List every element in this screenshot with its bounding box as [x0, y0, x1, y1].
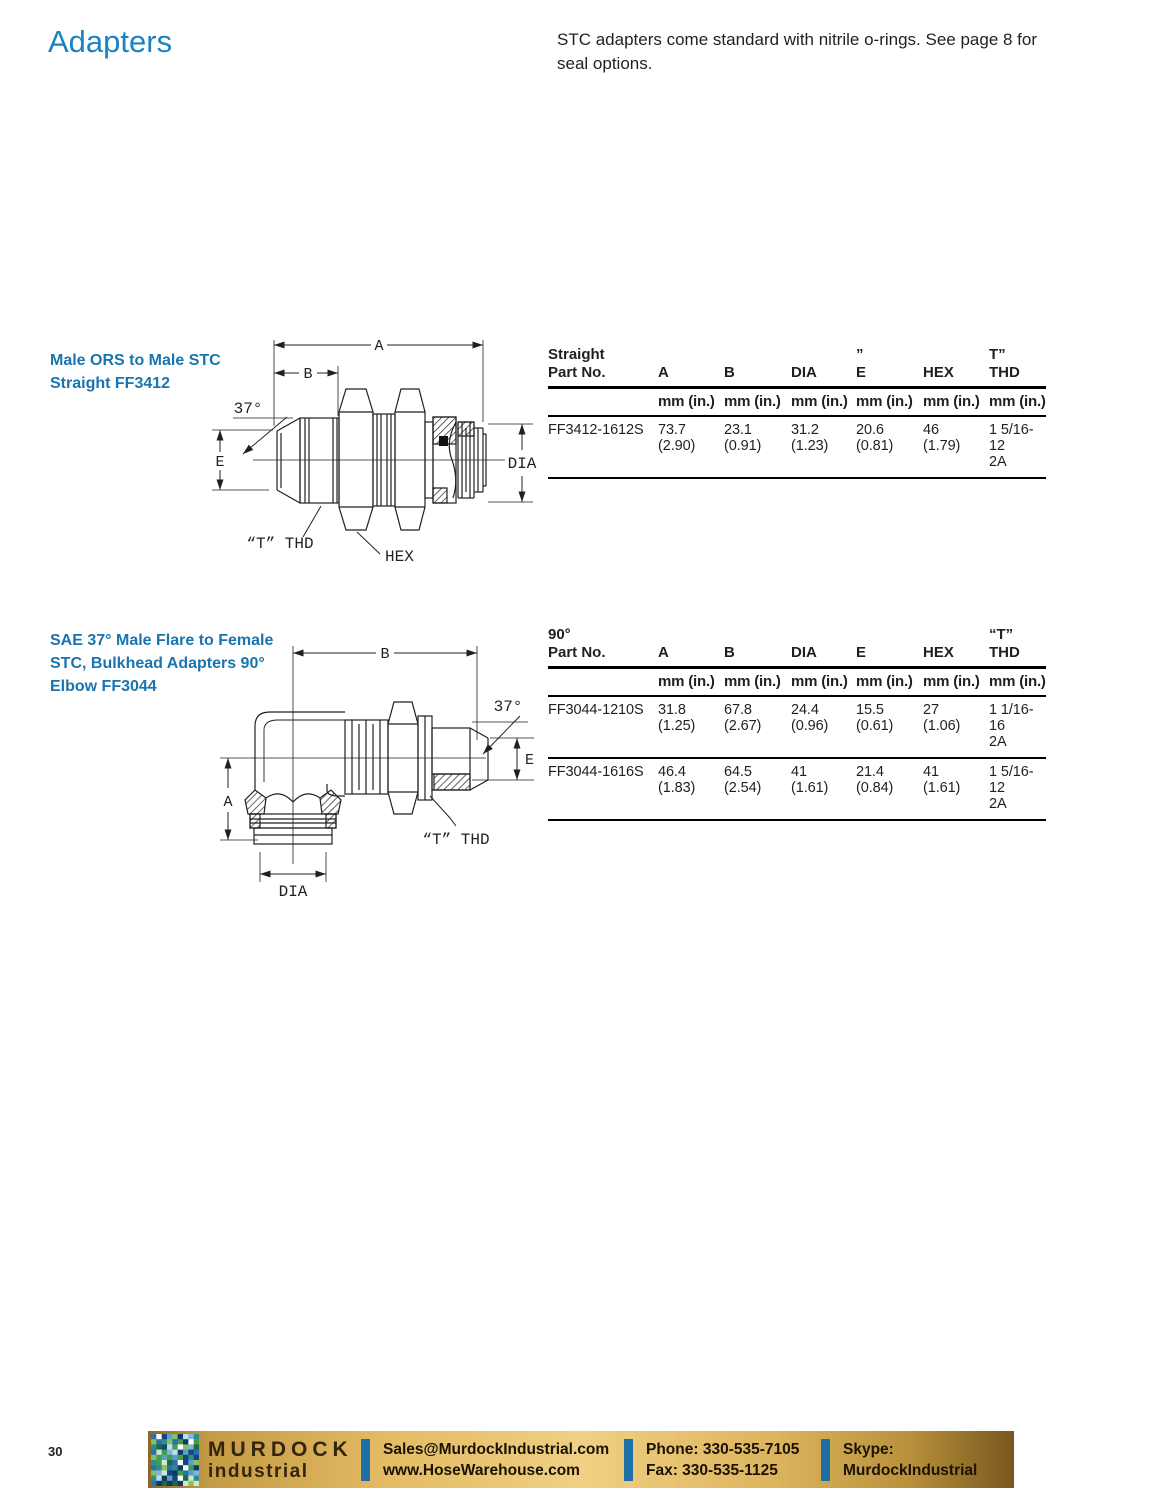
value-in: (0.91) — [724, 438, 762, 454]
value-mm: 73.7 — [658, 422, 686, 438]
contact-website: www.HoseWarehouse.com — [383, 1461, 580, 1479]
dimension-value — [724, 758, 791, 820]
dimension-value — [989, 758, 1046, 820]
col-header-top: ” — [856, 346, 864, 363]
col-header-e — [856, 626, 923, 668]
value-in: (0.81) — [856, 438, 894, 454]
spec-table — [548, 346, 1046, 479]
unit-blank-cell — [548, 668, 658, 697]
table-row — [548, 696, 1046, 758]
unit-label: mm (in.) — [724, 388, 791, 417]
section-2-heading-line: Elbow FF3044 — [50, 678, 157, 695]
col-header-part-no — [548, 626, 658, 668]
dim-label-dia: DIA — [278, 883, 308, 901]
angle-label: 37° — [493, 698, 523, 716]
elbow-fitting-technical-drawing — [198, 632, 548, 904]
dim-label-a: A — [374, 338, 384, 355]
col-header-label: THD — [989, 644, 1020, 661]
dimension-value — [923, 416, 989, 478]
unit-blank-cell — [548, 388, 658, 417]
col-header-top — [923, 626, 989, 644]
col-header-dia — [791, 346, 856, 388]
contact-skype-handle: MurdockIndustrial — [843, 1461, 978, 1479]
part-no-label: Part No. — [548, 644, 606, 661]
col-header-dia — [791, 626, 856, 668]
value-mm: 64.5 — [724, 764, 752, 780]
contact-email: Sales@MurdockIndustrial.com — [383, 1440, 610, 1458]
value-in: (0.96) — [791, 718, 829, 734]
unit-label: mm (in.) — [856, 388, 923, 417]
value-mm: 1 1/16-16 — [989, 702, 1034, 734]
dimension-value — [658, 758, 724, 820]
value-in: (1.25) — [658, 718, 696, 734]
table-group-header: 90° — [548, 626, 571, 643]
col-header-label: DIA — [791, 644, 817, 661]
dimension-value — [791, 758, 856, 820]
dim-label-b: B — [380, 646, 390, 663]
unit-label: mm (in.) — [791, 388, 856, 417]
footer-divider-bar — [821, 1439, 830, 1481]
section-2-heading-line: SAE 37° Male Flare to Female — [50, 632, 274, 649]
value-in: (0.61) — [856, 718, 894, 734]
angle-label: 37° — [233, 400, 263, 418]
value-in: (1.79) — [923, 438, 961, 454]
col-header-label: E — [856, 364, 867, 381]
part-number: FF3412-1612S — [548, 416, 658, 478]
col-header-label: A — [658, 644, 669, 661]
dimension-value — [989, 696, 1046, 758]
value-in: (1.83) — [658, 780, 696, 796]
spec-table — [548, 626, 1046, 821]
unit-label: mm (in.) — [791, 668, 856, 697]
dim-label-e: E — [525, 752, 535, 769]
brand-subtitle: industrial — [208, 1460, 309, 1482]
dimension-value — [724, 416, 791, 478]
dim-label-e: E — [215, 454, 225, 471]
contact-email-web — [370, 1439, 624, 1481]
unit-label: mm (in.) — [989, 668, 1046, 697]
value-in: (1.23) — [791, 438, 829, 454]
value-mm: 27 — [923, 702, 939, 718]
col-header-top: T” — [989, 346, 1006, 363]
value-mm: 23.1 — [724, 422, 752, 438]
value-mm: 41 — [791, 764, 807, 780]
col-header-thd — [989, 626, 1046, 668]
dimension-value — [856, 696, 923, 758]
value-in: (2.67) — [724, 718, 762, 734]
table-row — [548, 416, 1046, 478]
col-header-top — [923, 346, 989, 364]
part-number: FF3044-1210S — [548, 696, 658, 758]
col-header-top: “T” — [989, 626, 1014, 643]
value-in: (1.61) — [791, 780, 829, 796]
col-header-b — [724, 346, 791, 388]
value-in: (2.90) — [658, 438, 696, 454]
col-header-part-no — [548, 346, 658, 388]
dimension-value — [856, 758, 923, 820]
dim-label-b: B — [303, 366, 313, 383]
unit-label: mm (in.) — [923, 388, 989, 417]
straight-fitting-technical-drawing — [175, 330, 540, 578]
contact-skype-label: Skype: — [843, 1440, 894, 1458]
value-in: (1.06) — [923, 718, 961, 734]
col-header-hex — [923, 626, 989, 668]
unit-label: mm (in.) — [658, 668, 724, 697]
footer-banner — [148, 1431, 1014, 1488]
brand-block — [208, 1438, 361, 1482]
unit-label: mm (in.) — [989, 388, 1046, 417]
unit-label: mm (in.) — [923, 668, 989, 697]
value-in: 2A — [989, 796, 1007, 812]
col-header-top — [724, 626, 791, 644]
value-mm: 46.4 — [658, 764, 686, 780]
col-header-a — [658, 346, 724, 388]
col-header-label: HEX — [923, 644, 954, 661]
footer-divider-bar — [361, 1439, 370, 1481]
value-mm: 1 5/16-12 — [989, 764, 1034, 796]
table-group-header: Straight — [548, 346, 605, 363]
col-header-e — [856, 346, 923, 388]
part-number: FF3044-1616S — [548, 758, 658, 820]
contact-skype — [830, 1439, 1026, 1481]
value-mm: 21.4 — [856, 764, 884, 780]
value-mm: 41 — [923, 764, 939, 780]
value-in: (0.84) — [856, 780, 894, 796]
value-in: (1.61) — [923, 780, 961, 796]
value-mm: 1 5/16-12 — [989, 422, 1034, 454]
col-header-label: HEX — [923, 364, 954, 381]
col-header-a — [658, 626, 724, 668]
col-header-top — [791, 626, 856, 644]
section-2-heading-line: STC, Bulkhead Adapters 90° — [50, 655, 265, 672]
value-mm: 67.8 — [724, 702, 752, 718]
value-mm: 46 — [923, 422, 939, 438]
value-in: 2A — [989, 454, 1007, 470]
col-header-top — [724, 346, 791, 364]
unit-label: mm (in.) — [856, 668, 923, 697]
col-header-top — [658, 626, 724, 644]
dimension-value — [989, 416, 1046, 478]
section-1-heading-line: Male ORS to Male STC — [50, 352, 221, 369]
dimension-value — [923, 758, 989, 820]
col-header-label: B — [724, 644, 735, 661]
value-in: 2A — [989, 734, 1007, 750]
thread-label: “T” THD — [422, 831, 490, 849]
col-header-label: DIA — [791, 364, 817, 381]
straight-spec-table-container — [548, 346, 1046, 479]
dimension-value — [856, 416, 923, 478]
col-header-top — [791, 346, 856, 364]
unit-label: mm (in.) — [724, 668, 791, 697]
dimension-value — [791, 416, 856, 478]
value-mm: 31.8 — [658, 702, 686, 718]
value-mm: 31.2 — [791, 422, 819, 438]
section-1-heading-line: Straight FF3412 — [50, 375, 171, 392]
value-mm: 20.6 — [856, 422, 884, 438]
page-number: 30 — [48, 1444, 63, 1459]
murdock-mosaic-logo — [151, 1434, 199, 1486]
contact-phone: Phone: 330-535-7105 — [646, 1440, 800, 1458]
dimension-value — [658, 696, 724, 758]
dim-label-dia: DIA — [507, 455, 537, 473]
col-header-label: THD — [989, 364, 1020, 381]
col-header-hex — [923, 346, 989, 388]
contact-fax: Fax: 330-535-1125 — [646, 1461, 778, 1479]
dimension-value — [724, 696, 791, 758]
part-no-label: Part No. — [548, 364, 606, 381]
page-title: Adapters — [48, 24, 173, 59]
col-header-label: E — [856, 644, 867, 661]
table-row — [548, 758, 1046, 820]
col-header-label: B — [724, 364, 735, 381]
dimension-value — [791, 696, 856, 758]
col-header-top — [658, 346, 724, 364]
footer-divider-bar — [624, 1439, 633, 1481]
hex-label: HEX — [385, 548, 414, 566]
intro-text: STC adapters come standard with nitrile o-rings. See page 8 for seal options. — [557, 30, 1038, 73]
value-in: (2.54) — [724, 780, 762, 796]
col-header-b — [724, 626, 791, 668]
dim-label-a: A — [223, 794, 233, 811]
elbow-spec-table-container — [548, 626, 1046, 821]
value-mm: 15.5 — [856, 702, 884, 718]
unit-label: mm (in.) — [658, 388, 724, 417]
dimension-value — [923, 696, 989, 758]
thread-label: “T” THD — [246, 535, 314, 553]
value-mm: 24.4 — [791, 702, 819, 718]
col-header-label: A — [658, 364, 669, 381]
brand-name: MURDOCK — [208, 1437, 353, 1461]
contact-phone-fax — [633, 1439, 821, 1481]
col-header-thd — [989, 346, 1046, 388]
col-header-top — [856, 626, 923, 644]
dimension-value — [658, 416, 724, 478]
